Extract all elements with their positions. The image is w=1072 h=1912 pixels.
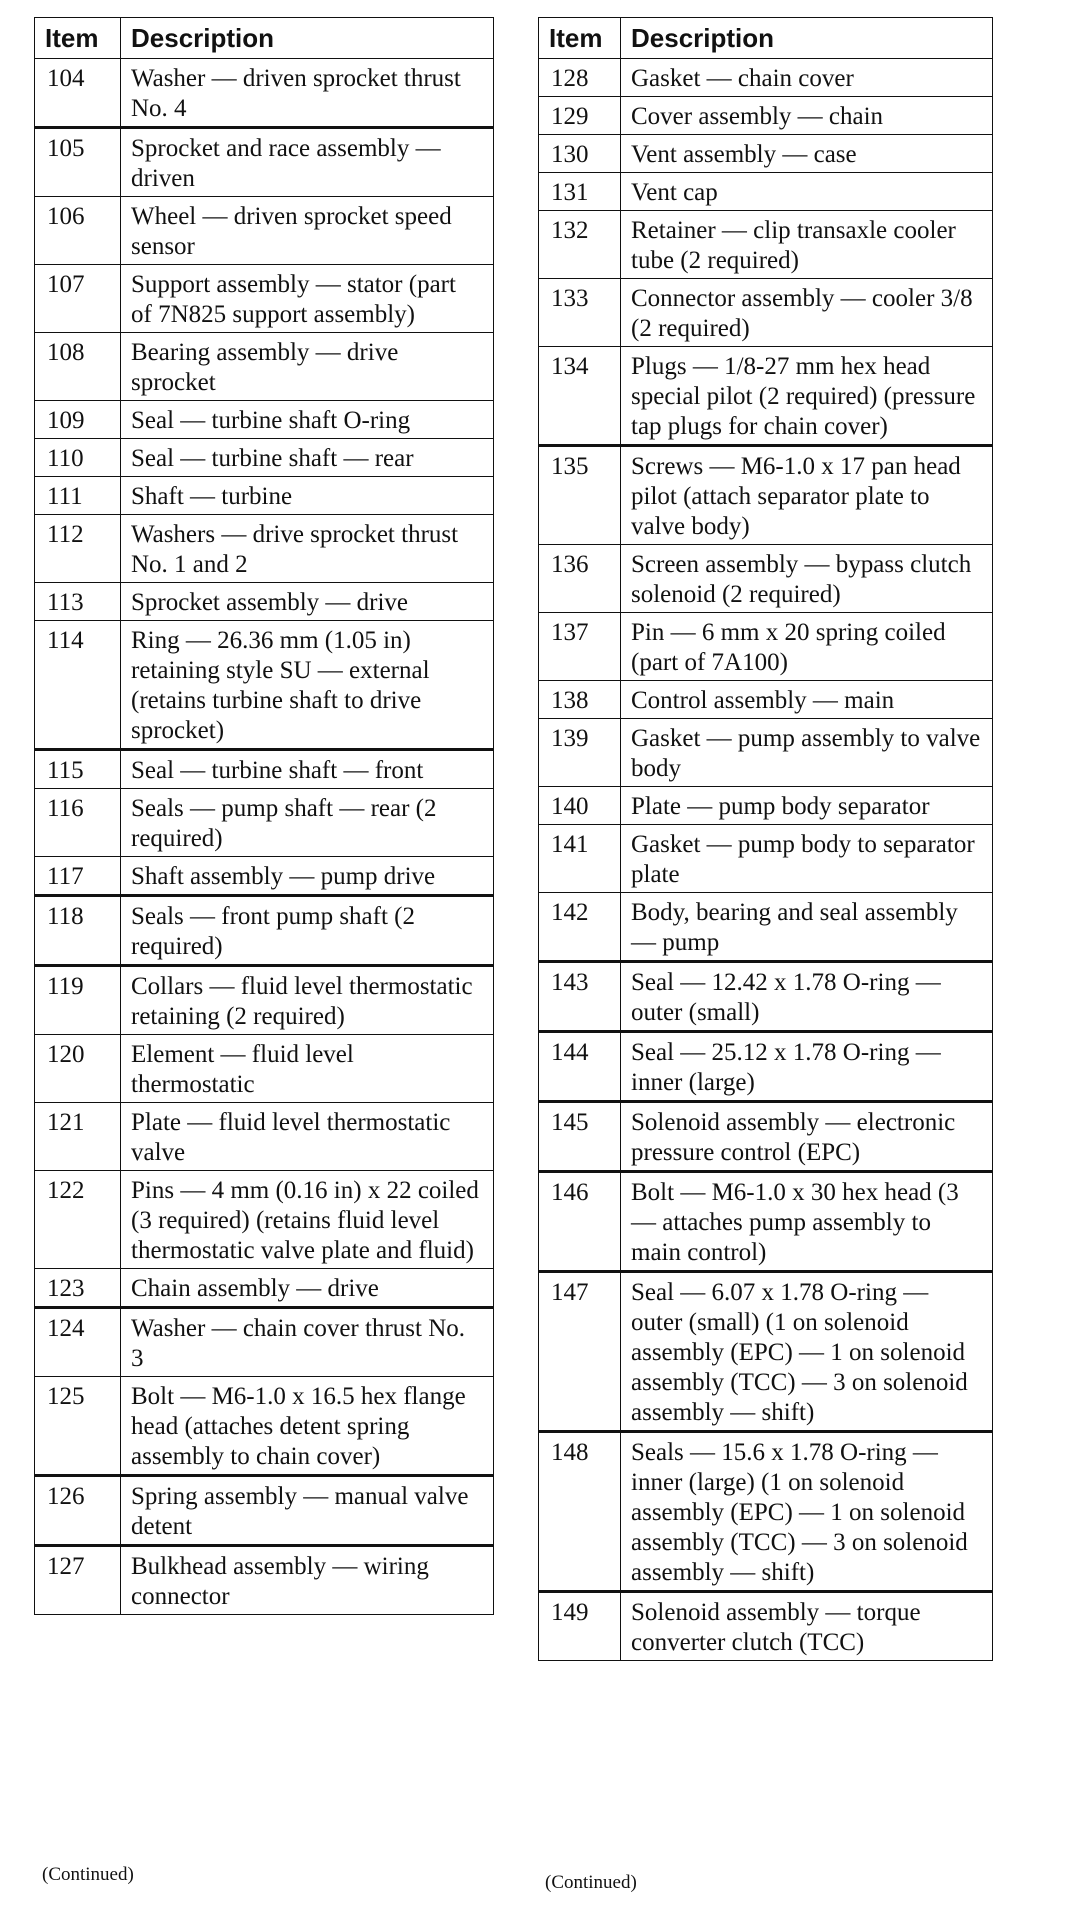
header-row — [35, 18, 494, 59]
item-description: Support assembly — stator (part of 7N825 support assembly) — [121, 265, 494, 333]
item-description: Shaft — turbine — [121, 477, 494, 515]
table-row — [35, 583, 494, 621]
table-row — [539, 893, 993, 962]
item-number: 123 — [35, 1269, 121, 1308]
table-row — [539, 1272, 993, 1432]
item-description: Seals — pump shaft — rear (2 required) — [121, 789, 494, 857]
item-description: Plate — fluid level thermostatic valve — [121, 1103, 494, 1171]
item-number: 146 — [539, 1172, 621, 1272]
item-number: 109 — [35, 401, 121, 439]
table-row — [35, 1171, 494, 1269]
table-row — [539, 1432, 993, 1592]
table-row — [35, 1546, 494, 1615]
table-row — [539, 97, 993, 135]
table-row — [35, 789, 494, 857]
table-row — [35, 128, 494, 197]
item-description: Seal — 25.12 x 1.78 O-ring — inner (large) — [621, 1032, 993, 1102]
item-number: 133 — [539, 279, 621, 347]
table-row — [35, 966, 494, 1035]
item-number: 108 — [35, 333, 121, 401]
table-row — [35, 621, 494, 750]
item-number: 105 — [35, 128, 121, 197]
item-description: Sprocket and race assembly — driven — [121, 128, 494, 197]
item-number: 113 — [35, 583, 121, 621]
item-description: Collars — fluid level thermostatic retaining (2 required) — [121, 966, 494, 1035]
item-number: 104 — [35, 59, 121, 128]
continued-note-left: (Continued) — [42, 1864, 134, 1885]
item-description: Control assembly — main — [621, 681, 993, 719]
item-number: 142 — [539, 893, 621, 962]
description-column-header: Description — [621, 18, 993, 59]
table-row — [35, 59, 494, 128]
table-row — [35, 1035, 494, 1103]
item-description: Chain assembly — drive — [121, 1269, 494, 1308]
continued-note-right: (Continued) — [545, 1872, 637, 1893]
table-row — [539, 962, 993, 1032]
table-row — [35, 197, 494, 265]
item-number: 138 — [539, 681, 621, 719]
table-row — [539, 787, 993, 825]
item-description: Body, bearing and seal assembly — pump — [621, 893, 993, 962]
item-description: Sprocket assembly — drive — [121, 583, 494, 621]
item-number: 135 — [539, 446, 621, 545]
description-column-header: Description — [121, 18, 494, 59]
table-row — [539, 719, 993, 787]
table-row — [539, 1172, 993, 1272]
table-row — [35, 265, 494, 333]
item-description: Bearing assembly — drive sprocket — [121, 333, 494, 401]
item-number: 115 — [35, 750, 121, 789]
table-row — [35, 1377, 494, 1476]
item-number: 148 — [539, 1432, 621, 1592]
item-description: Shaft assembly — pump drive — [121, 857, 494, 896]
item-number: 114 — [35, 621, 121, 750]
item-description: Seal — 6.07 x 1.78 O-ring — outer (small) (1 on solenoid assembly (EPC) — 1 on solenoid assembly (TCC) — 3 on solenoid assembly — shift) — [621, 1272, 993, 1432]
table-row — [35, 401, 494, 439]
item-number: 110 — [35, 439, 121, 477]
table-row — [35, 515, 494, 583]
item-description: Element — fluid level thermostatic — [121, 1035, 494, 1103]
item-description: Cover assembly — chain — [621, 97, 993, 135]
item-number: 111 — [35, 477, 121, 515]
item-number: 119 — [35, 966, 121, 1035]
table-row — [539, 1592, 993, 1661]
item-description: Solenoid assembly — torque converter clutch (TCC) — [621, 1592, 993, 1661]
item-number: 106 — [35, 197, 121, 265]
item-description: Spring assembly — manual valve detent — [121, 1476, 494, 1546]
item-number: 127 — [35, 1546, 121, 1615]
item-description: Bulkhead assembly — wiring connector — [121, 1546, 494, 1615]
item-description: Gasket — pump assembly to valve body — [621, 719, 993, 787]
item-description: Gasket — chain cover — [621, 59, 993, 97]
item-number: 136 — [539, 545, 621, 613]
item-description: Solenoid assembly — electronic pressure control (EPC) — [621, 1102, 993, 1172]
item-number: 139 — [539, 719, 621, 787]
item-number: 112 — [35, 515, 121, 583]
parts-table-left — [34, 17, 494, 1615]
item-number: 126 — [35, 1476, 121, 1546]
item-number: 131 — [539, 173, 621, 211]
item-description: Bolt — M6-1.0 x 16.5 hex flange head (attaches detent spring assembly to chain cover) — [121, 1377, 494, 1476]
item-number: 141 — [539, 825, 621, 893]
item-description: Vent assembly — case — [621, 135, 993, 173]
item-number: 121 — [35, 1103, 121, 1171]
item-column-header: Item — [539, 18, 621, 59]
table-row — [539, 279, 993, 347]
item-number: 143 — [539, 962, 621, 1032]
table-row — [35, 439, 494, 477]
item-number: 129 — [539, 97, 621, 135]
table-row — [539, 211, 993, 279]
item-description: Seal — turbine shaft — rear — [121, 439, 494, 477]
item-number: 120 — [35, 1035, 121, 1103]
item-number: 125 — [35, 1377, 121, 1476]
item-description: Retainer — clip transaxle cooler tube (2 required) — [621, 211, 993, 279]
item-description: Seal — turbine shaft — front — [121, 750, 494, 789]
item-number: 130 — [539, 135, 621, 173]
item-description: Screen assembly — bypass clutch solenoid (2 required) — [621, 545, 993, 613]
item-description: Screws — M6-1.0 x 17 pan head pilot (attach separator plate to valve body) — [621, 446, 993, 545]
item-description: Seals — front pump shaft (2 required) — [121, 896, 494, 966]
item-description: Bolt — M6-1.0 x 30 hex head (3 — attaches pump assembly to main control) — [621, 1172, 993, 1272]
table-row — [539, 1102, 993, 1172]
table-row — [539, 613, 993, 681]
item-number: 117 — [35, 857, 121, 896]
table-row — [539, 545, 993, 613]
item-description: Vent cap — [621, 173, 993, 211]
item-number: 122 — [35, 1171, 121, 1269]
table-row — [35, 896, 494, 966]
item-description: Seal — 12.42 x 1.78 O-ring — outer (small) — [621, 962, 993, 1032]
item-number: 107 — [35, 265, 121, 333]
table-row — [35, 750, 494, 789]
item-number: 147 — [539, 1272, 621, 1432]
item-number: 140 — [539, 787, 621, 825]
item-number: 137 — [539, 613, 621, 681]
table-row — [539, 825, 993, 893]
item-number: 134 — [539, 347, 621, 446]
item-number: 124 — [35, 1308, 121, 1377]
item-description: Gasket — pump body to separator plate — [621, 825, 993, 893]
table-row — [35, 477, 494, 515]
table-row — [539, 59, 993, 97]
item-number: 145 — [539, 1102, 621, 1172]
parts-table-right — [538, 17, 993, 1661]
item-description: Pin — 6 mm x 20 spring coiled (part of 7A100) — [621, 613, 993, 681]
table-row — [539, 347, 993, 446]
item-description: Washer — chain cover thrust No. 3 — [121, 1308, 494, 1377]
table-row — [35, 1269, 494, 1308]
header-row — [539, 18, 993, 59]
table-row — [539, 446, 993, 545]
item-description: Ring — 26.36 mm (1.05 in) retaining style SU — external (retains turbine shaft to drive sprocket) — [121, 621, 494, 750]
item-description: Seal — turbine shaft O-ring — [121, 401, 494, 439]
table-row — [35, 1103, 494, 1171]
item-number: 132 — [539, 211, 621, 279]
table-row — [539, 1032, 993, 1102]
table-row — [35, 333, 494, 401]
table-row — [539, 173, 993, 211]
table-row — [35, 1308, 494, 1377]
item-description: Washers — drive sprocket thrust No. 1 and 2 — [121, 515, 494, 583]
item-number: 144 — [539, 1032, 621, 1102]
item-description: Seals — 15.6 x 1.78 O-ring — inner (large) (1 on solenoid assembly (EPC) — 1 on solenoid assembly (TCC) — 3 on solenoid assembly — shift) — [621, 1432, 993, 1592]
item-description: Washer — driven sprocket thrust No. 4 — [121, 59, 494, 128]
item-number: 116 — [35, 789, 121, 857]
item-column-header: Item — [35, 18, 121, 59]
item-description: Connector assembly — cooler 3/8 (2 required) — [621, 279, 993, 347]
table-row — [35, 857, 494, 896]
item-number: 128 — [539, 59, 621, 97]
table-row — [35, 1476, 494, 1546]
item-number: 149 — [539, 1592, 621, 1661]
item-description: Plugs — 1/8-27 mm hex head special pilot (2 required) (pressure tap plugs for chain cover) — [621, 347, 993, 446]
item-number: 118 — [35, 896, 121, 966]
table-row — [539, 681, 993, 719]
table-row — [539, 135, 993, 173]
item-description: Pins — 4 mm (0.16 in) x 22 coiled (3 required) (retains fluid level thermostatic valve plate and fluid) — [121, 1171, 494, 1269]
item-description: Plate — pump body separator — [621, 787, 993, 825]
item-description: Wheel — driven sprocket speed sensor — [121, 197, 494, 265]
